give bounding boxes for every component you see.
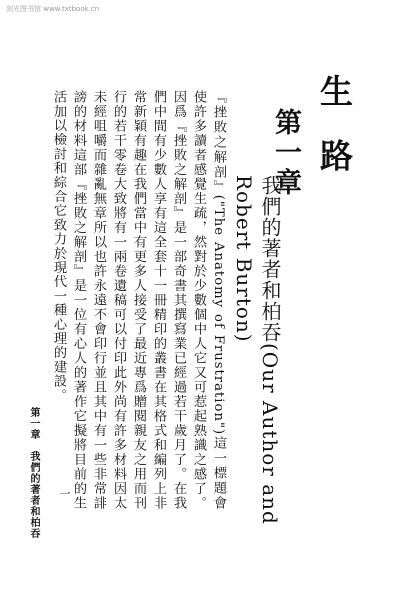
chapter-heading: 我們的著者和柏吞(Our Author and Robert Burton) [232, 175, 282, 525]
chapter-label: 第一章 [270, 108, 301, 198]
watermark: 剑光图书馆 www.txtbook.cn [6, 5, 100, 13]
book-title: 生 路 [315, 74, 354, 182]
running-footer: 第一章 我們的著者和柏吞 [28, 407, 39, 539]
body-text: 『挫敗之解剖』("The Anatomy of Frustration")這一標題會使許多讀者感覺生疏，然對於少數個中人它又可惹起熟識之感了。因爲『挫敗之解剖』是一部奇書其撰寫業已經過若干歲月了。在我們中間有少數人享有這全套十一冊精印的叢書在其格式和編列上非常新穎有趣在我們當中有更多人接受了最近專爲贈閱親友之用而刊行的若干零卷大致將有一兩卷遺稿可以付印此外尚有許多材料因太未經咀嚼而雜亂無章所以也許永遠不會印行並且其中有一些非常誹謗的材料這部『挫敗之解剖』是一位有心人的著作它擬將目前的生活加以檢討和綜合它致力於現代一種心理的建設。 [51, 90, 226, 510]
page-number: 一 [58, 488, 71, 499]
